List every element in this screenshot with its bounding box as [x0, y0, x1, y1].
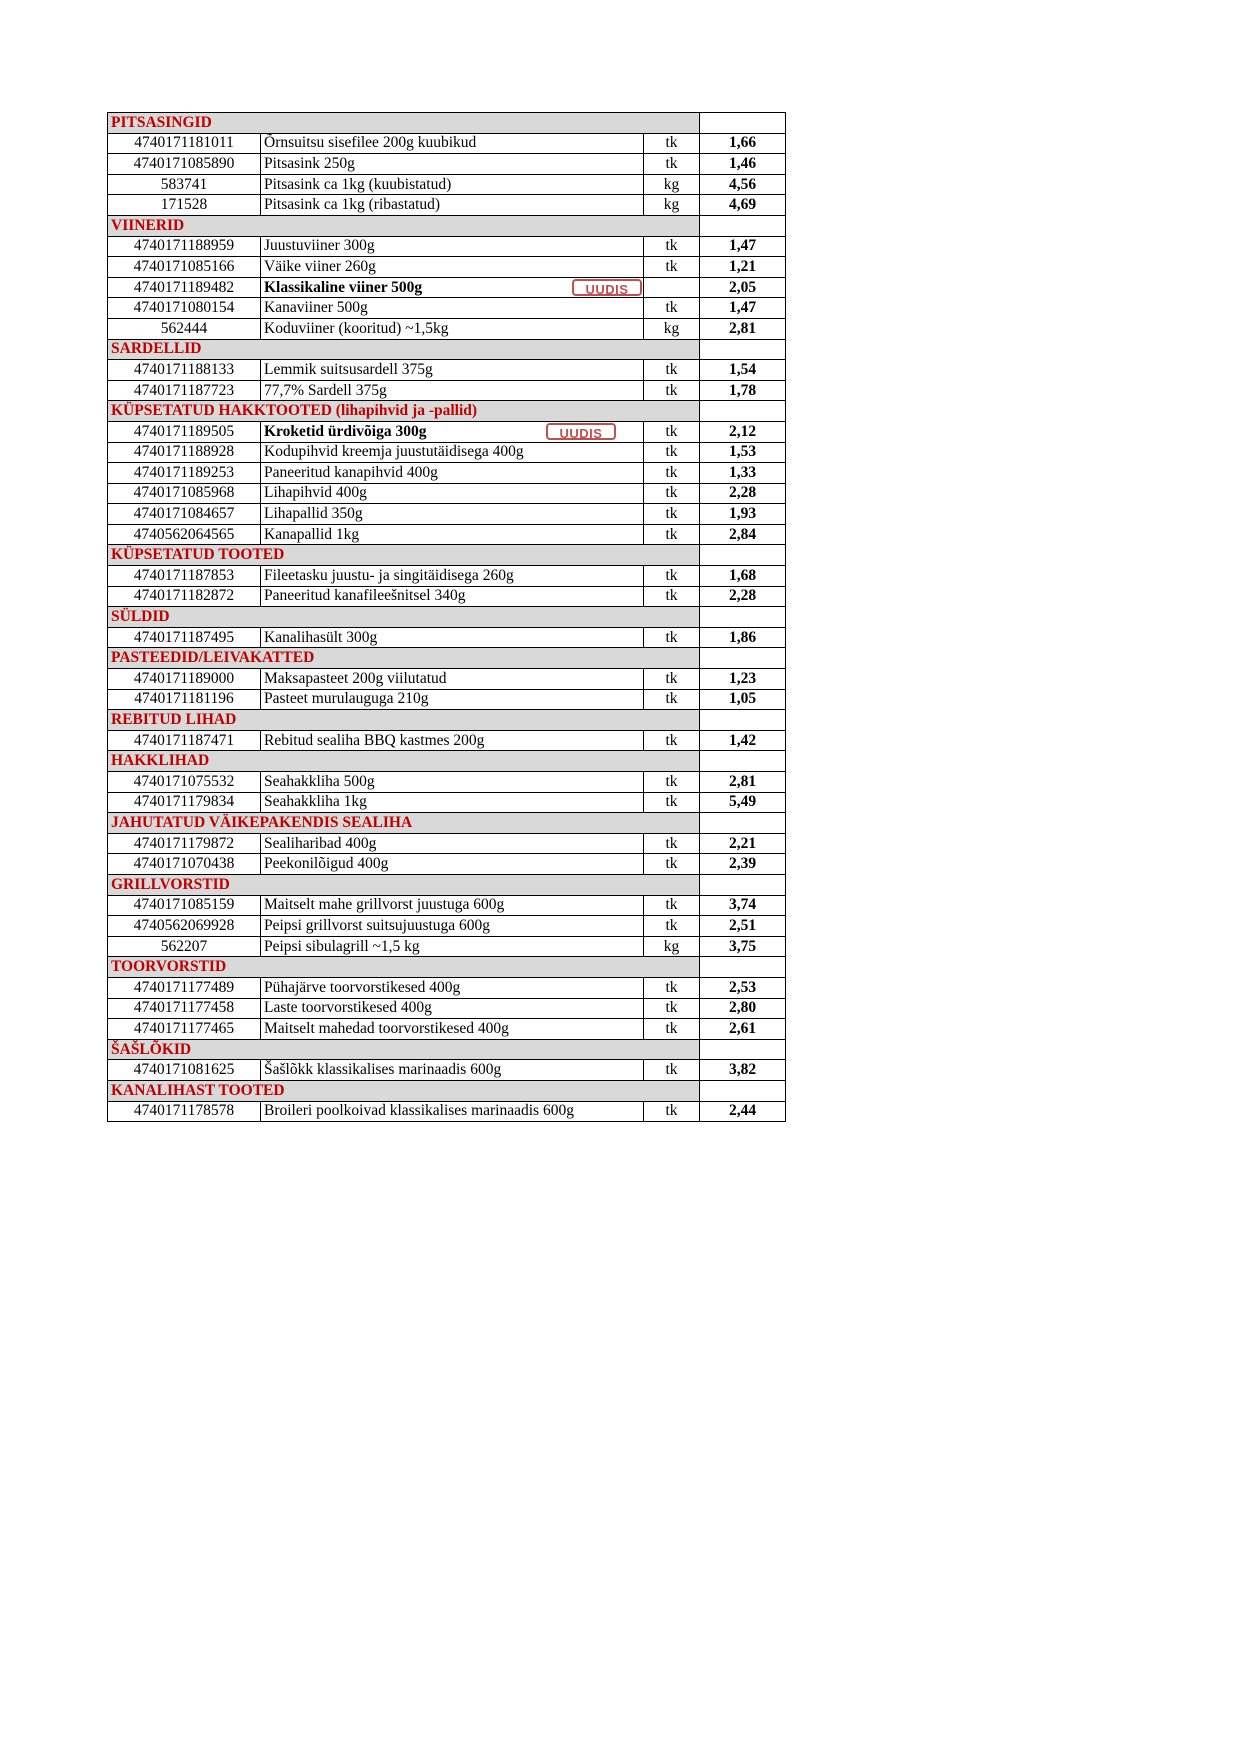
- product-name: Õrnsuitsu sisefilee 200g kuubikud: [264, 134, 477, 152]
- product-name: Väike viiner 260g: [264, 257, 376, 275]
- product-price: 2,81: [700, 772, 786, 793]
- product-unit: tk: [644, 463, 700, 484]
- product-price: 2,21: [700, 833, 786, 854]
- product-code: 4740171085890: [108, 154, 261, 175]
- product-price: 2,28: [700, 483, 786, 504]
- category-title: VIINERID: [108, 215, 700, 236]
- product-name-cell: [261, 318, 644, 339]
- product-price: 2,84: [700, 524, 786, 545]
- product-price: 1,93: [700, 504, 786, 525]
- category-header-row: [108, 1039, 786, 1060]
- category-header-row: [108, 545, 786, 566]
- product-code: 4740171080154: [108, 298, 261, 319]
- product-price: 3,74: [700, 895, 786, 916]
- category-header-row: [108, 1080, 786, 1101]
- product-row: [108, 257, 786, 278]
- product-name-cell: [261, 442, 644, 463]
- product-unit: kg: [644, 318, 700, 339]
- product-name: 77,7% Sardell 375g: [264, 381, 387, 399]
- product-code: 4740171188959: [108, 236, 261, 257]
- product-name-cell: [261, 174, 644, 195]
- product-row: [108, 463, 786, 484]
- product-name-cell: [261, 689, 644, 710]
- product-name-cell: [261, 298, 644, 319]
- product-unit: tk: [644, 772, 700, 793]
- product-row: [108, 977, 786, 998]
- product-code: 4740171085166: [108, 257, 261, 278]
- product-unit: tk: [644, 257, 700, 278]
- product-unit: tk: [644, 833, 700, 854]
- product-unit: tk: [644, 483, 700, 504]
- product-name: Pasteet murulauguga 210g: [264, 690, 429, 708]
- product-name-cell: [261, 977, 644, 998]
- category-price-cell: [700, 113, 786, 134]
- category-title: TOORVORSTID: [108, 957, 700, 978]
- product-code: 4740171085159: [108, 895, 261, 916]
- category-title: KÜPSETATUD TOOTED: [108, 545, 700, 566]
- category-title: KANALIHAST TOOTED: [108, 1080, 700, 1101]
- product-unit: tk: [644, 566, 700, 587]
- category-header-row: [108, 957, 786, 978]
- product-name: Seahakkliha 1kg: [264, 793, 367, 811]
- product-price: 2,81: [700, 318, 786, 339]
- product-price: 2,39: [700, 854, 786, 875]
- product-unit: tk: [644, 730, 700, 751]
- product-name-cell: [261, 730, 644, 751]
- product-name-cell: [261, 421, 644, 442]
- category-header-row: [108, 401, 786, 422]
- product-unit: tk: [644, 854, 700, 875]
- product-name: Peipsi sibulagrill ~1,5 kg: [264, 937, 420, 955]
- product-unit: kg: [644, 936, 700, 957]
- product-row: [108, 772, 786, 793]
- product-row: [108, 854, 786, 875]
- product-unit: tk: [644, 298, 700, 319]
- product-name-cell: [261, 524, 644, 545]
- product-code: 4740171189482: [108, 277, 261, 298]
- product-price: 1,47: [700, 236, 786, 257]
- category-title: REBITUD LIHAD: [108, 710, 700, 731]
- product-name-cell: [261, 586, 644, 607]
- product-name-cell: [261, 833, 644, 854]
- product-unit: kg: [644, 174, 700, 195]
- product-unit: tk: [644, 586, 700, 607]
- product-name-cell: [261, 1101, 644, 1122]
- product-row: [108, 277, 786, 298]
- product-unit: tk: [644, 792, 700, 813]
- product-name: Kanalihasült 300g: [264, 628, 378, 646]
- product-code: 4740171182872: [108, 586, 261, 607]
- product-price: 3,75: [700, 936, 786, 957]
- product-name: Kroketid ürdivõiga 300g: [264, 422, 427, 440]
- product-row: [108, 298, 786, 319]
- product-name: Pitsasink ca 1kg (ribastatud): [264, 196, 441, 214]
- product-name-cell: [261, 854, 644, 875]
- product-name: Kanaviiner 500g: [264, 299, 368, 317]
- product-name: Pitsasink 250g: [264, 154, 355, 172]
- product-code: 4740562064565: [108, 524, 261, 545]
- product-price: 1,47: [700, 298, 786, 319]
- product-name: Juustuviiner 300g: [264, 237, 375, 255]
- product-unit: [644, 277, 700, 298]
- product-code: 4740171081625: [108, 1060, 261, 1081]
- category-price-cell: [700, 751, 786, 772]
- product-price: 2,53: [700, 977, 786, 998]
- product-name-cell: [261, 360, 644, 381]
- product-name: Broileri poolkoivad klassikalises marinaadis 600g: [264, 1102, 574, 1120]
- product-name-cell: [261, 504, 644, 525]
- product-price: 1,53: [700, 442, 786, 463]
- category-price-cell: [700, 607, 786, 628]
- product-name: Maitselt mahedad toorvorstikesed 400g: [264, 1019, 509, 1037]
- category-title: ŠAŠLÕKID: [108, 1039, 700, 1060]
- product-code: 4740171181196: [108, 689, 261, 710]
- product-price: 2,12: [700, 421, 786, 442]
- product-row: [108, 627, 786, 648]
- product-row: [108, 998, 786, 1019]
- category-price-cell: [700, 648, 786, 669]
- product-code: 4740171179834: [108, 792, 261, 813]
- product-name-cell: [261, 998, 644, 1019]
- product-price: 2,05: [700, 277, 786, 298]
- product-code: 4740171187723: [108, 380, 261, 401]
- category-title: PITSASINGID: [108, 113, 700, 134]
- product-price: 2,51: [700, 916, 786, 937]
- product-name: Koduviiner (kooritud) ~1,5kg: [264, 319, 449, 337]
- product-name: Paneeritud kanapihvid 400g: [264, 463, 438, 481]
- product-name: Fileetasku juustu- ja singitäidisega 260g: [264, 566, 514, 584]
- product-unit: tk: [644, 1101, 700, 1122]
- product-unit: tk: [644, 380, 700, 401]
- product-name-cell: [261, 916, 644, 937]
- product-code: 4740171075532: [108, 772, 261, 793]
- product-price: 1,54: [700, 360, 786, 381]
- product-name-cell: [261, 627, 644, 648]
- new-product-badge: UUDIS: [572, 279, 642, 296]
- category-price-cell: [700, 710, 786, 731]
- product-unit: tk: [644, 524, 700, 545]
- product-unit: tk: [644, 1019, 700, 1040]
- product-price: 1,33: [700, 463, 786, 484]
- product-name-cell: [261, 792, 644, 813]
- product-row: [108, 730, 786, 751]
- product-price: 3,82: [700, 1060, 786, 1081]
- product-price: 1,68: [700, 566, 786, 587]
- product-price: 1,86: [700, 627, 786, 648]
- product-name-cell: [261, 669, 644, 690]
- product-unit: tk: [644, 133, 700, 154]
- product-unit: tk: [644, 895, 700, 916]
- product-row: [108, 133, 786, 154]
- product-row: [108, 566, 786, 587]
- product-code: 4740171187495: [108, 627, 261, 648]
- product-row: [108, 504, 786, 525]
- product-code: 4740171179872: [108, 833, 261, 854]
- category-price-cell: [700, 1080, 786, 1101]
- product-row: [108, 174, 786, 195]
- product-row: [108, 236, 786, 257]
- product-code: 4740171178578: [108, 1101, 261, 1122]
- product-name-cell: [261, 483, 644, 504]
- category-title: HAKKLIHAD: [108, 751, 700, 772]
- category-header-row: [108, 874, 786, 895]
- product-name: Sealiharibad 400g: [264, 834, 377, 852]
- product-code: 4740171187853: [108, 566, 261, 587]
- product-price: 4,56: [700, 174, 786, 195]
- product-row: [108, 1101, 786, 1122]
- product-name-cell: [261, 380, 644, 401]
- product-code: 4740171085968: [108, 483, 261, 504]
- product-row: [108, 1060, 786, 1081]
- product-price: 1,42: [700, 730, 786, 751]
- product-code: 4740562069928: [108, 916, 261, 937]
- category-price-cell: [700, 401, 786, 422]
- product-code: 4740171177458: [108, 998, 261, 1019]
- product-name: Klassikaline viiner 500g: [264, 278, 423, 296]
- product-name-cell: [261, 236, 644, 257]
- product-code: 562444: [108, 318, 261, 339]
- category-header-row: [108, 751, 786, 772]
- product-row: [108, 442, 786, 463]
- category-header-row: [108, 339, 786, 360]
- product-code: 171528: [108, 195, 261, 216]
- product-row: [108, 524, 786, 545]
- product-name: Lemmik suitsusardell 375g: [264, 360, 433, 378]
- product-code: 562207: [108, 936, 261, 957]
- product-row: [108, 421, 786, 442]
- category-price-cell: [700, 813, 786, 834]
- product-unit: tk: [644, 998, 700, 1019]
- product-unit: tk: [644, 977, 700, 998]
- product-name: Kanapallid 1kg: [264, 525, 360, 543]
- product-row: [108, 1019, 786, 1040]
- product-price: 5,49: [700, 792, 786, 813]
- product-unit: tk: [644, 154, 700, 175]
- product-code: 4740171084657: [108, 504, 261, 525]
- product-unit: kg: [644, 195, 700, 216]
- category-header-row: [108, 710, 786, 731]
- product-row: [108, 916, 786, 937]
- product-name-cell: [261, 566, 644, 587]
- product-unit: tk: [644, 627, 700, 648]
- product-name-cell: [261, 463, 644, 484]
- product-row: [108, 483, 786, 504]
- product-unit: tk: [644, 689, 700, 710]
- product-row: [108, 936, 786, 957]
- category-header-row: [108, 607, 786, 628]
- product-unit: tk: [644, 669, 700, 690]
- product-row: [108, 360, 786, 381]
- product-price: 4,69: [700, 195, 786, 216]
- product-name-cell: [261, 936, 644, 957]
- product-price: 2,61: [700, 1019, 786, 1040]
- category-price-cell: [700, 874, 786, 895]
- product-code: 4740171177465: [108, 1019, 261, 1040]
- category-price-cell: [700, 957, 786, 978]
- category-title: GRILLVORSTID: [108, 874, 700, 895]
- product-name: Pitsasink ca 1kg (kuubistatud): [264, 175, 452, 193]
- category-price-cell: [700, 1039, 786, 1060]
- product-name-cell: [261, 1060, 644, 1081]
- product-unit: tk: [644, 421, 700, 442]
- product-price: 1,78: [700, 380, 786, 401]
- product-name: Peekonilõigud 400g: [264, 855, 389, 873]
- product-name: Paneeritud kanafileešnitsel 340g: [264, 587, 466, 605]
- product-price: 1,46: [700, 154, 786, 175]
- category-header-row: [108, 813, 786, 834]
- product-price: 2,80: [700, 998, 786, 1019]
- product-code: 4740171177489: [108, 977, 261, 998]
- category-title: PASTEEDID/LEIVAKATTED: [108, 648, 700, 669]
- product-name-cell: [261, 1019, 644, 1040]
- product-name: Rebitud sealiha BBQ kastmes 200g: [264, 731, 485, 749]
- product-code: 4740171188133: [108, 360, 261, 381]
- product-name: Maksapasteet 200g viilutatud: [264, 669, 447, 687]
- product-unit: tk: [644, 1060, 700, 1081]
- new-product-badge: UUDIS: [546, 423, 616, 440]
- product-unit: tk: [644, 916, 700, 937]
- product-name-cell: [261, 154, 644, 175]
- product-name: Lihapihvid 400g: [264, 484, 367, 502]
- product-price: 1,23: [700, 669, 786, 690]
- product-code: 4740171189505: [108, 421, 261, 442]
- product-row: [108, 195, 786, 216]
- product-name-cell: [261, 277, 644, 298]
- product-row: [108, 833, 786, 854]
- product-price: 1,66: [700, 133, 786, 154]
- category-header-row: [108, 648, 786, 669]
- product-price: 1,05: [700, 689, 786, 710]
- product-name-cell: [261, 257, 644, 278]
- product-unit: tk: [644, 236, 700, 257]
- product-name: Seahakkliha 500g: [264, 772, 375, 790]
- category-price-cell: [700, 215, 786, 236]
- price-list-table: [107, 112, 786, 1122]
- category-title: SARDELLID: [108, 339, 700, 360]
- product-code: 4740171189253: [108, 463, 261, 484]
- category-price-cell: [700, 545, 786, 566]
- category-title: JAHUTATUD VÄIKEPAKENDIS SEALIHA: [108, 813, 700, 834]
- product-name: Laste toorvorstikesed 400g: [264, 999, 432, 1017]
- price-list-body: [108, 113, 786, 1122]
- product-name: Maitselt mahe grillvorst juustuga 600g: [264, 896, 505, 914]
- product-code: 4740171187471: [108, 730, 261, 751]
- product-name: Kodupihvid kreemja juustutäidisega 400g: [264, 443, 524, 461]
- product-row: [108, 669, 786, 690]
- product-code: 4740171189000: [108, 669, 261, 690]
- product-unit: tk: [644, 360, 700, 381]
- product-price: 2,44: [700, 1101, 786, 1122]
- product-unit: tk: [644, 442, 700, 463]
- product-code: 4740171181011: [108, 133, 261, 154]
- product-name: Šašlõkk klassikalises marinaadis 600g: [264, 1061, 502, 1079]
- product-price: 2,28: [700, 586, 786, 607]
- category-header-row: [108, 215, 786, 236]
- product-name-cell: [261, 133, 644, 154]
- product-price: 1,21: [700, 257, 786, 278]
- product-row: [108, 154, 786, 175]
- product-row: [108, 792, 786, 813]
- product-row: [108, 895, 786, 916]
- product-name: Peipsi grillvorst suitsujuustuga 600g: [264, 916, 491, 934]
- category-title: SÜLDID: [108, 607, 700, 628]
- product-name-cell: [261, 195, 644, 216]
- product-code: 583741: [108, 174, 261, 195]
- product-row: [108, 318, 786, 339]
- product-unit: tk: [644, 504, 700, 525]
- product-code: 4740171188928: [108, 442, 261, 463]
- product-row: [108, 380, 786, 401]
- product-row: [108, 586, 786, 607]
- product-name: Lihapallid 350g: [264, 505, 363, 523]
- category-header-row: [108, 113, 786, 134]
- product-row: [108, 689, 786, 710]
- product-name-cell: [261, 772, 644, 793]
- category-price-cell: [700, 339, 786, 360]
- product-name: Pühajärve toorvorstikesed 400g: [264, 978, 461, 996]
- category-title: KÜPSETATUD HAKKTOOTED (lihapihvid ja -pallid): [108, 401, 700, 422]
- product-name-cell: [261, 895, 644, 916]
- product-code: 4740171070438: [108, 854, 261, 875]
